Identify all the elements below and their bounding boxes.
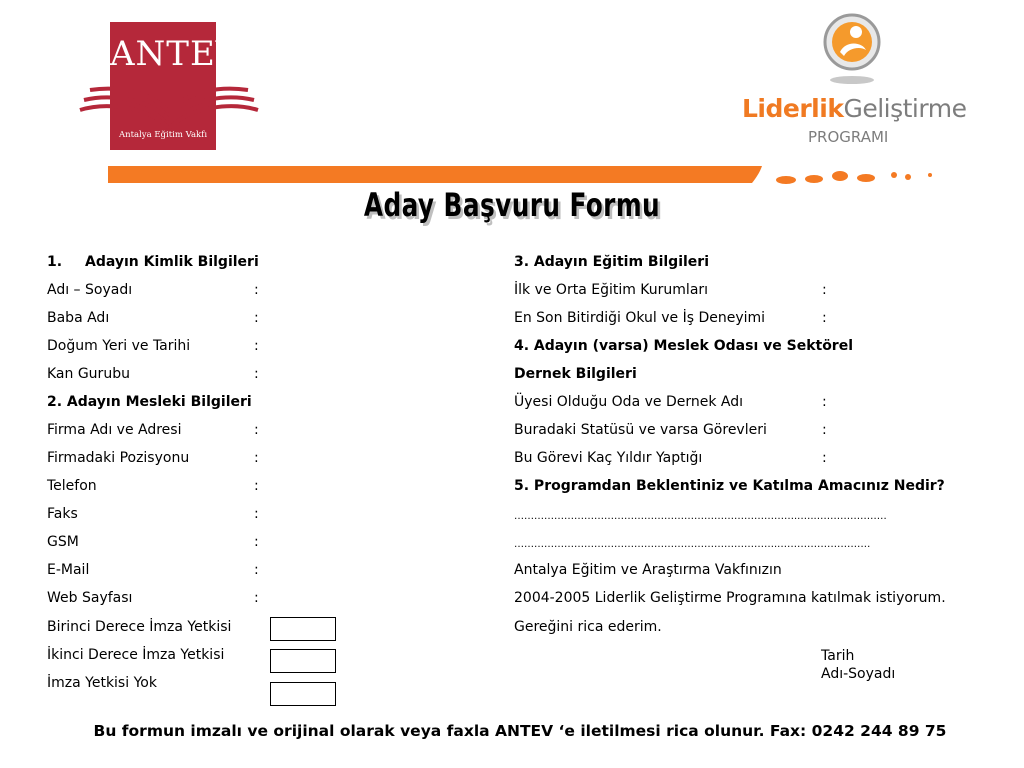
antev-logo-word: ANTEV <box>110 34 242 74</box>
field-colon: : <box>254 422 259 438</box>
antev-logo <box>76 20 262 154</box>
program-logo-subtitle: PROGRAMI <box>808 128 889 146</box>
signature-checkbox-second[interactable] <box>270 649 336 673</box>
orange-splash-decoration <box>748 166 938 186</box>
field-label-phone: Telefon <box>47 478 97 494</box>
field-label-last-school: En Son Bitirdiği Okul ve İş Deneyimi <box>514 310 766 326</box>
answer-line-2[interactable]: ……………………………………………………………………..……………………… <box>514 539 871 550</box>
person-circle-icon <box>822 12 882 88</box>
request-line-2: 2004-2005 Liderlik Geliştirme Programına katılmak istiyorum. <box>514 590 946 606</box>
field-label-gsm: GSM <box>47 534 79 550</box>
field-label-father: Baba Adı <box>47 310 110 326</box>
section-4-heading-line2: Dernek Bilgileri <box>514 366 637 382</box>
field-label-position: Firmadaki Pozisyonu <box>47 450 190 466</box>
request-line-1: Antalya Eğitim ve Araştırma Vakfınızın <box>514 562 782 578</box>
signature-label-first: Birinci Derece İmza Yetkisi <box>47 619 232 635</box>
open-book-icon <box>76 76 262 136</box>
field-colon: : <box>822 394 827 410</box>
section-1-heading: Adayın Kimlik Bilgileri <box>85 254 259 270</box>
field-colon: : <box>254 366 259 382</box>
program-logo <box>742 12 972 152</box>
page-title: Aday Başvuru Formu <box>363 186 661 224</box>
orange-divider <box>108 166 748 183</box>
signature-label-none: İmza Yetkisi Yok <box>47 675 157 691</box>
date-label: Tarih <box>821 648 855 664</box>
field-colon: : <box>822 450 827 466</box>
field-label-years: Bu Görevi Kaç Yıldır Yaptığı <box>514 450 703 466</box>
field-colon: : <box>254 506 259 522</box>
field-colon: : <box>254 562 259 578</box>
request-line-3: Gereğini rica ederim. <box>514 619 662 635</box>
section-3-heading: 3. Adayın Eğitim Bilgileri <box>514 254 709 270</box>
program-logo-title <box>742 94 966 123</box>
field-colon: : <box>254 590 259 606</box>
section-5-heading: 5. Programdan Beklentiniz ve Katılma Amacınız Nedir? <box>514 478 945 494</box>
section-1-number: 1. <box>47 254 63 270</box>
field-label-primary-education: İlk ve Orta Eğitim Kurumları <box>514 282 709 298</box>
answer-line-1[interactable]: …………………………………………………………………………..…..………………… <box>514 511 887 522</box>
field-colon: : <box>822 422 827 438</box>
signature-label-second: İkinci Derece İmza Yetkisi <box>47 647 225 663</box>
program-logo-bold: Liderlik <box>742 94 844 123</box>
field-label-chamber: Üyesi Olduğu Oda ve Dernek Adı <box>514 394 743 410</box>
field-colon: : <box>254 534 259 550</box>
field-colon: : <box>822 282 827 298</box>
field-colon: : <box>254 310 259 326</box>
field-label-website: Web Sayfası <box>47 590 133 606</box>
signature-checkbox-none[interactable] <box>270 682 336 706</box>
footer-note: Bu formun imzalı ve orijinal olarak veya faxla ANTEV ‘e iletilmesi rica olunur. Fax: 0242 244 89 75 <box>93 722 947 740</box>
field-label-blood: Kan Gurubu <box>47 366 130 382</box>
antev-logo-subtitle: Antalya Eğitim Vakfı <box>118 130 208 140</box>
field-label-birth: Doğum Yeri ve Tarihi <box>47 338 191 354</box>
field-label-company: Firma Adı ve Adresi <box>47 422 182 438</box>
field-colon: : <box>254 282 259 298</box>
field-label-status: Buradaki Statüsü ve varsa Görevleri <box>514 422 767 438</box>
field-label-name: Adı – Soyadı <box>47 282 133 298</box>
signature-checkbox-first[interactable] <box>270 617 336 641</box>
field-colon: : <box>822 310 827 326</box>
signature-name-label: Adı-Soyadı <box>821 666 896 682</box>
section-4-heading-line1: 4. Adayın (varsa) Meslek Odası ve Sektörel <box>514 338 854 354</box>
section-2-heading: 2. Adayın Mesleki Bilgileri <box>47 394 252 410</box>
program-logo-normal: Geliştirme <box>843 94 967 123</box>
field-colon: : <box>254 478 259 494</box>
field-label-email: E-Mail <box>47 562 90 578</box>
field-label-fax: Faks <box>47 506 78 522</box>
field-colon: : <box>254 450 259 466</box>
field-colon: : <box>254 338 259 354</box>
